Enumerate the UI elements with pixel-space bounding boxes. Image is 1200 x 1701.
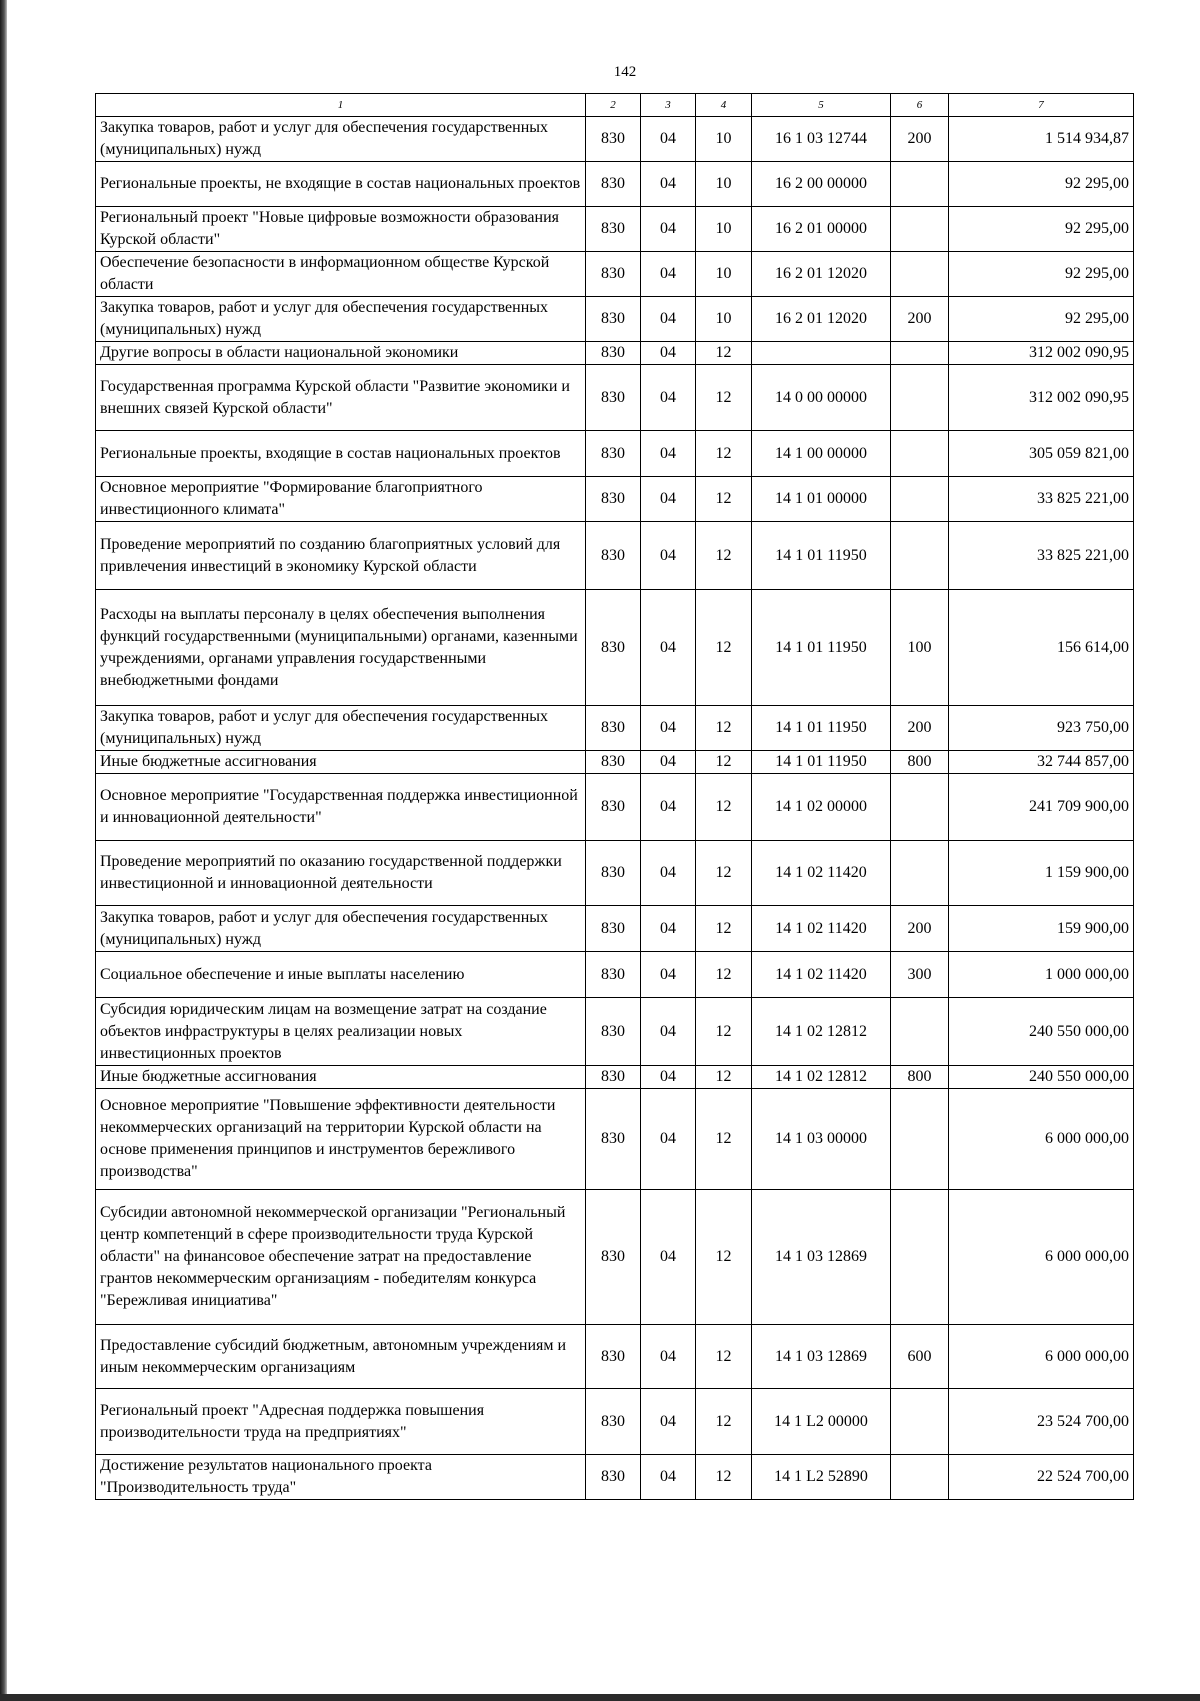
target-article-code: 14 1 00 00000 [752,431,891,477]
ministry-code: 830 [586,906,641,952]
subsection-code: 12 [696,1190,752,1325]
ministry-code: 830 [586,297,641,342]
target-article-code: 14 1 L2 00000 [752,1389,891,1455]
expense-type-code [891,207,949,252]
column-number-row [96,94,1134,117]
expense-type-code [891,252,949,297]
row-name: Проведение мероприятий по созданию благоприятных условий для привлечения инвестиций в экономику Курской области [96,522,586,590]
subsection-code: 12 [696,1089,752,1190]
column-number: 3 [641,94,696,117]
scan-left-edge [0,0,7,1701]
subsection-code: 10 [696,207,752,252]
table-row [96,774,1134,841]
column-number: 6 [891,94,949,117]
expense-type-code [891,162,949,207]
ministry-code: 830 [586,1089,641,1190]
column-number: 4 [696,94,752,117]
table-row [96,841,1134,906]
expense-type-code [891,342,949,365]
scan-bottom-edge [0,1694,1200,1701]
section-code: 04 [641,751,696,774]
row-name: Субсидии автономной некоммерческой организации "Региональный центр компетенций в сфере производительности труда Курской области" на финансовое обеспечение затрат на предоставление грантов некоммерческим организациям - победителям конкурса "Бережливая инициатива" [96,1190,586,1325]
table-row [96,906,1134,952]
amount: 1 514 934,87 [949,117,1134,162]
expense-type-code [891,1389,949,1455]
expense-type-code: 200 [891,117,949,162]
subsection-code: 12 [696,522,752,590]
expense-type-code [891,1089,949,1190]
budget-table [95,93,1134,1500]
ministry-code: 830 [586,342,641,365]
amount: 6 000 000,00 [949,1325,1134,1389]
target-article-code: 16 2 01 12020 [752,252,891,297]
table-row [96,952,1134,998]
expense-type-code: 800 [891,751,949,774]
ministry-code: 830 [586,1389,641,1455]
table-row [96,117,1134,162]
subsection-code: 12 [696,706,752,751]
section-code: 04 [641,297,696,342]
subsection-code: 12 [696,477,752,522]
target-article-code: 14 1 02 12812 [752,998,891,1066]
row-name: Закупка товаров, работ и услуг для обеспечения государственных (муниципальных) нужд [96,297,586,342]
ministry-code: 830 [586,1455,641,1500]
amount: 33 825 221,00 [949,522,1134,590]
row-name: Региональные проекты, не входящие в состав национальных проектов [96,162,586,207]
section-code: 04 [641,1190,696,1325]
target-article-code: 16 2 01 12020 [752,297,891,342]
row-name: Закупка товаров, работ и услуг для обеспечения государственных (муниципальных) нужд [96,117,586,162]
target-article-code [752,342,891,365]
amount: 1 159 900,00 [949,841,1134,906]
row-name: Расходы на выплаты персоналу в целях обеспечения выполнения функций государственными (муниципальными) органами, казенными учреждениями, органами управления государственными внебюджетными фондами [96,590,586,706]
target-article-code: 16 1 03 12744 [752,117,891,162]
section-code: 04 [641,774,696,841]
ministry-code: 830 [586,841,641,906]
target-article-code: 14 1 02 11420 [752,841,891,906]
ministry-code: 830 [586,1190,641,1325]
amount: 312 002 090,95 [949,342,1134,365]
section-code: 04 [641,365,696,431]
subsection-code: 12 [696,751,752,774]
table-row [96,477,1134,522]
section-code: 04 [641,1325,696,1389]
amount: 240 550 000,00 [949,998,1134,1066]
section-code: 04 [641,207,696,252]
row-name: Закупка товаров, работ и услуг для обеспечения государственных (муниципальных) нужд [96,706,586,751]
target-article-code: 14 1 02 00000 [752,774,891,841]
subsection-code: 12 [696,841,752,906]
amount: 6 000 000,00 [949,1190,1134,1325]
amount: 6 000 000,00 [949,1089,1134,1190]
target-article-code: 14 1 03 00000 [752,1089,891,1190]
section-code: 04 [641,162,696,207]
row-name: Региональный проект "Новые цифровые возможности образования Курской области" [96,207,586,252]
subsection-code: 12 [696,1066,752,1089]
subsection-code: 12 [696,1455,752,1500]
table-row [96,365,1134,431]
amount: 92 295,00 [949,162,1134,207]
subsection-code: 10 [696,162,752,207]
row-name: Иные бюджетные ассигнования [96,751,586,774]
subsection-code: 12 [696,431,752,477]
table-row [96,1066,1134,1089]
page-number: 142 [613,64,637,80]
section-code: 04 [641,477,696,522]
amount: 1 000 000,00 [949,952,1134,998]
expense-type-code [891,1190,949,1325]
expense-type-code [891,365,949,431]
target-article-code: 14 1 01 11950 [752,590,891,706]
subsection-code: 12 [696,1389,752,1455]
expense-type-code: 800 [891,1066,949,1089]
target-article-code: 16 2 01 00000 [752,207,891,252]
subsection-code: 12 [696,342,752,365]
amount: 92 295,00 [949,207,1134,252]
row-name: Обеспечение безопасности в информационном обществе Курской области [96,252,586,297]
expense-type-code [891,477,949,522]
row-name: Проведение мероприятий по оказанию государственной поддержки инвестиционной и инновационной деятельности [96,841,586,906]
subsection-code: 12 [696,365,752,431]
subsection-code: 12 [696,774,752,841]
amount: 312 002 090,95 [949,365,1134,431]
amount: 240 550 000,00 [949,1066,1134,1089]
section-code: 04 [641,1089,696,1190]
subsection-code: 12 [696,1325,752,1389]
amount: 32 744 857,00 [949,751,1134,774]
target-article-code: 14 1 02 11420 [752,952,891,998]
row-name: Иные бюджетные ассигнования [96,1066,586,1089]
ministry-code: 830 [586,590,641,706]
expense-type-code [891,998,949,1066]
ministry-code: 830 [586,207,641,252]
target-article-code: 14 1 02 11420 [752,906,891,952]
row-name: Социальное обеспечение и иные выплаты населению [96,952,586,998]
subsection-code: 12 [696,952,752,998]
column-number: 5 [752,94,891,117]
table-row [96,1455,1134,1500]
section-code: 04 [641,522,696,590]
ministry-code: 830 [586,998,641,1066]
table-row [96,162,1134,207]
expense-type-code [891,1455,949,1500]
table-row [96,751,1134,774]
ministry-code: 830 [586,952,641,998]
section-code: 04 [641,431,696,477]
ministry-code: 830 [586,117,641,162]
section-code: 04 [641,1455,696,1500]
table-row [96,1089,1134,1190]
ministry-code: 830 [586,477,641,522]
row-name: Основное мероприятие "Повышение эффективности деятельности некоммерческих организаций на территории Курской области на основе применения принципов и инструментов бережливого производства" [96,1089,586,1190]
target-article-code: 14 1 03 12869 [752,1190,891,1325]
section-code: 04 [641,1389,696,1455]
target-article-code: 14 1 01 00000 [752,477,891,522]
column-number: 1 [96,94,586,117]
amount: 156 614,00 [949,590,1134,706]
subsection-code: 10 [696,117,752,162]
table-row [96,522,1134,590]
section-code: 04 [641,998,696,1066]
ministry-code: 830 [586,1066,641,1089]
expense-type-code: 300 [891,952,949,998]
amount: 159 900,00 [949,906,1134,952]
section-code: 04 [641,706,696,751]
expense-type-code [891,774,949,841]
table-row [96,252,1134,297]
section-code: 04 [641,117,696,162]
table-row [96,431,1134,477]
table-row [96,342,1134,365]
expense-type-code [891,431,949,477]
expense-type-code: 100 [891,590,949,706]
ministry-code: 830 [586,706,641,751]
ministry-code: 830 [586,774,641,841]
row-name: Предоставление субсидий бюджетным, автономным учреждениям и иным некоммерческим организациям [96,1325,586,1389]
section-code: 04 [641,1066,696,1089]
table-row [96,998,1134,1066]
amount: 92 295,00 [949,252,1134,297]
row-name: Основное мероприятие "Государственная поддержка инвестиционной и инновационной деятельности" [96,774,586,841]
section-code: 04 [641,342,696,365]
row-name: Закупка товаров, работ и услуг для обеспечения государственных (муниципальных) нужд [96,906,586,952]
ministry-code: 830 [586,252,641,297]
expense-type-code: 200 [891,706,949,751]
target-article-code: 14 1 01 11950 [752,522,891,590]
ministry-code: 830 [586,1325,641,1389]
table-row [96,207,1134,252]
target-article-code: 14 1 03 12869 [752,1325,891,1389]
subsection-code: 10 [696,252,752,297]
subsection-code: 12 [696,906,752,952]
column-number: 2 [586,94,641,117]
section-code: 04 [641,252,696,297]
subsection-code: 12 [696,998,752,1066]
amount: 923 750,00 [949,706,1134,751]
amount: 23 524 700,00 [949,1389,1134,1455]
expense-type-code [891,841,949,906]
subsection-code: 12 [696,590,752,706]
row-name: Достижение результатов национального проекта "Производительность труда" [96,1455,586,1500]
ministry-code: 830 [586,751,641,774]
table-row [96,1190,1134,1325]
section-code: 04 [641,841,696,906]
section-code: 04 [641,590,696,706]
table-row [96,1389,1134,1455]
target-article-code: 14 0 00 00000 [752,365,891,431]
table-row [96,706,1134,751]
row-name: Региональные проекты, входящие в состав национальных проектов [96,431,586,477]
subsection-code: 10 [696,297,752,342]
amount: 241 709 900,00 [949,774,1134,841]
amount: 22 524 700,00 [949,1455,1134,1500]
expense-type-code: 600 [891,1325,949,1389]
target-article-code: 14 1 01 11950 [752,706,891,751]
row-name: Основное мероприятие "Формирование благоприятного инвестиционного климата" [96,477,586,522]
ministry-code: 830 [586,431,641,477]
table-row [96,590,1134,706]
column-number: 7 [949,94,1134,117]
section-code: 04 [641,952,696,998]
ministry-code: 830 [586,365,641,431]
expense-type-code: 200 [891,906,949,952]
expense-type-code: 200 [891,297,949,342]
target-article-code: 16 2 00 00000 [752,162,891,207]
target-article-code: 14 1 L2 52890 [752,1455,891,1500]
table-row [96,297,1134,342]
section-code: 04 [641,906,696,952]
table-row [96,1325,1134,1389]
amount: 305 059 821,00 [949,431,1134,477]
target-article-code: 14 1 01 11950 [752,751,891,774]
expense-type-code [891,522,949,590]
amount: 92 295,00 [949,297,1134,342]
row-name: Другие вопросы в области национальной экономики [96,342,586,365]
target-article-code: 14 1 02 12812 [752,1066,891,1089]
ministry-code: 830 [586,522,641,590]
row-name: Региональный проект "Адресная поддержка повышения производительности труда на предприятиях" [96,1389,586,1455]
amount: 33 825 221,00 [949,477,1134,522]
row-name: Государственная программа Курской области "Развитие экономики и внешних связей Курской области" [96,365,586,431]
row-name: Субсидия юридическим лицам на возмещение затрат на создание объектов инфраструктуры в целях реализации новых инвестиционных проектов [96,998,586,1066]
ministry-code: 830 [586,162,641,207]
